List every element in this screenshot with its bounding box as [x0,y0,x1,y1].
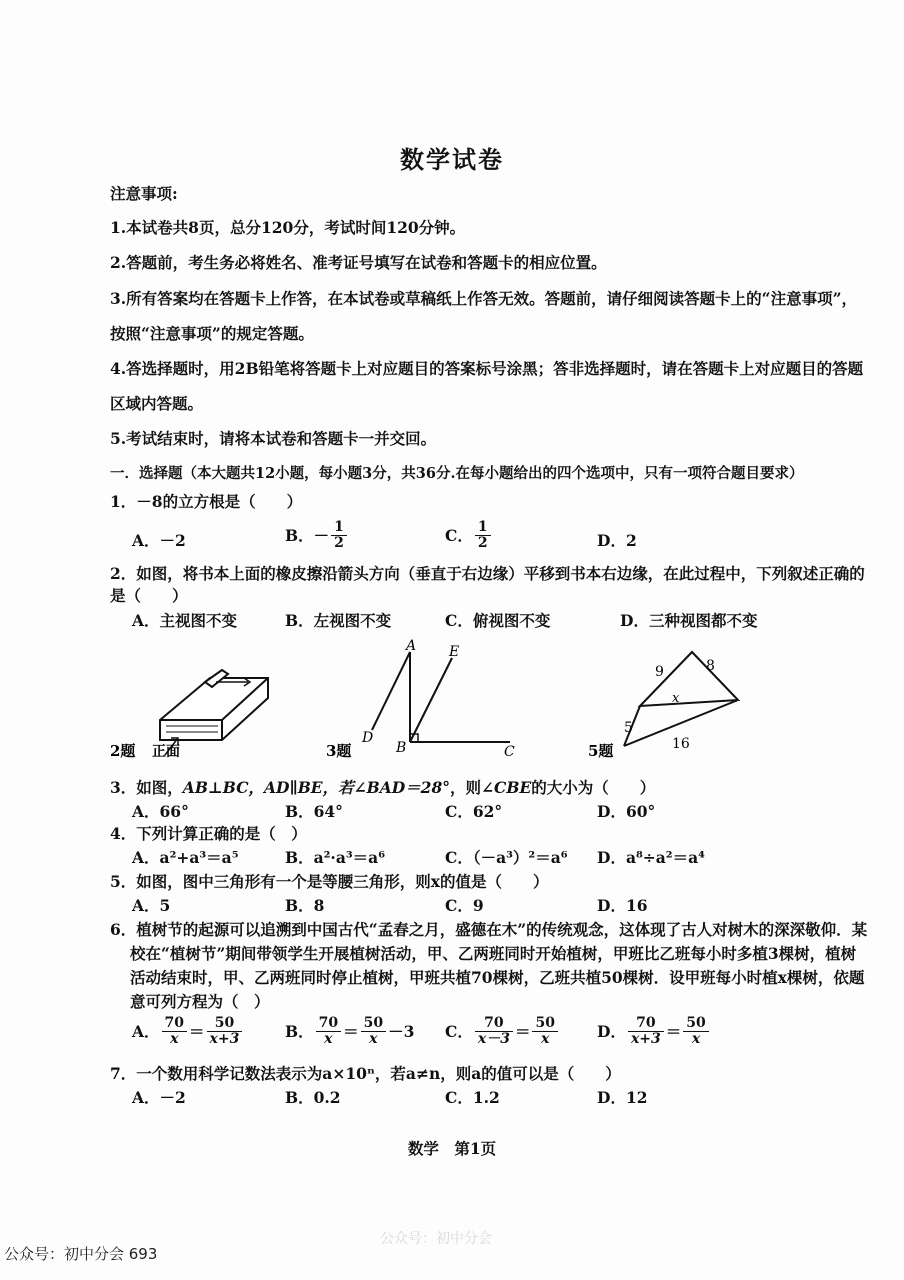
q3-option-c: C．62° [445,802,503,821]
fig3-point-c: C [504,744,515,760]
q6-stem-4: 意可列方程为（ ） [130,992,270,1011]
q2-option-c: C．俯视图不变 [445,611,551,630]
q2-option-d: D．三种视图都不变 [620,611,758,630]
notes-heading: 注意事项: [110,184,178,203]
fig2-book-figure [160,670,268,755]
fig3-point-a: A [406,638,417,654]
fig2-label: 2题 [110,742,136,760]
q6-stem-2: 校在“植树节”期间带领学生开展植树活动，甲、乙两班同时开始植树，甲班比乙班每小时多植3棵树，植树 [130,944,857,963]
q6-option-c: C． $\frac{70}{x-3}$ ＝ $\frac{50}{x}$ [445,1016,560,1046]
q4-option-c: C．（－a³）²＝a⁶ [445,848,568,867]
note-item-4: 4.答选择题时，用2B铅笔将答题卡上对应题目的答案标号涂黑；答非选择题时，请在答题卡上对应题目的答题 [110,359,864,378]
section-heading: 一．选择题（本大题共12小题，每小题3分，共36分.在每小题给出的四个选项中，只有一项符合题目要求） [110,465,804,482]
note-item-2: 2.答题前，考生务必将姓名、准考证号填写在试卷和答题卡的相应位置。 [110,253,607,272]
q5-option-a: A．5 [132,896,171,915]
fig5-side-16: 16 [672,736,690,752]
note-item-4-cont: 区域内答题。 [110,394,204,413]
q2-stem-2: 是（ ） [110,586,188,605]
page-footer: 数学 第1页 [407,1139,497,1158]
q3-stem: 3．如图，AB⊥BC，AD∥BE，若∠BAD＝28°，则∠CBE的大小为（ ） [110,778,656,797]
q7-option-c: C．1.2 [445,1088,500,1107]
watermark-left: 公众号：初中分会 693 [4,1245,158,1263]
q5-option-d: D．16 [597,896,648,915]
fig5-side-8: 8 [706,658,715,674]
q7-option-a: A．－2 [132,1088,186,1107]
q2-stem-1: 2．如图，将书本上面的橡皮擦沿箭头方向（垂直于右边缘）平移到书本右边缘，在此过程中，下列叙述正确的 [110,564,865,583]
q4-option-a: A．a²+a³＝a⁵ [132,848,239,867]
q4-stem: 4．下列计算正确的是（ ） [110,824,307,843]
q5-option-c: C．9 [445,896,484,915]
q6-option-a: A． $\frac{70}{x}$ ＝ $\frac{50}{x+3}$ [132,1016,244,1046]
q7-option-d: D．12 [597,1088,648,1107]
q3-option-d: D．60° [597,802,656,821]
fig5-label: 5题 [588,742,614,760]
q7-option-b: B．0.2 [285,1088,341,1107]
q2-option-b: B．左视图不变 [285,611,392,630]
note-item-5: 5.考试结束时，请将本试卷和答题卡一并交回。 [110,429,437,448]
fig3-point-b: B [396,740,407,756]
q1-option-b: B．－ $\frac{1}{2}$ [285,520,349,550]
q3-option-a: A．66° [132,802,189,821]
fig3-point-d: D [362,730,374,746]
fig5-triangle-figure [624,652,738,746]
page-title: 数学试卷 [400,145,504,174]
q5-option-b: B．8 [285,896,325,915]
q4-option-d: D．a⁸÷a²＝a⁴ [597,848,705,867]
q6-option-d: D． $\frac{70}{x+3}$ ＝ $\frac{50}{x}$ [597,1016,711,1046]
note-item-1: 1.本试卷共8页，总分120分，考试时间120分钟。 [110,218,466,237]
fig2-front-label: 正面 [152,744,180,760]
q1-option-a: A．－2 [132,531,186,550]
watermark-center: 公众号：初中分会 [380,1231,492,1247]
fig3-label: 3题 [326,742,352,760]
fig3-point-e: E [449,644,460,660]
fig5-side-x: x [672,691,680,706]
q7-stem: 7．一个数用科学记数法表示为a×10ⁿ，若a≠n，则a的值可以是（ ） [110,1064,621,1083]
fig3-angle-figure [372,652,510,742]
fig5-side-9: 9 [655,664,664,680]
q1-stem: 1．－8的立方根是（ ） [110,492,303,511]
figures-row [0,630,904,770]
q6-option-b: B． $\frac{70}{x}$ ＝ $\frac{50}{x}$ －3 [285,1015,415,1047]
note-item-3-cont: 按照“注意事项”的规定答题。 [110,324,314,343]
q1-option-c: C． $\frac{1}{2}$ [445,520,493,550]
fig5-side-5: 5 [624,720,633,736]
q4-option-b: B．a²·a³＝a⁶ [285,848,385,867]
q5-stem: 5．如图，图中三角形有一个是等腰三角形，则x的值是（ ） [110,872,549,891]
q6-stem-1: 6．植树节的起源可以追溯到中国古代“孟春之月，盛德在木”的传统观念，这体现了古人对树木的深深敬仰．某 [110,920,868,939]
q6-stem-3: 活动结束时，甲、乙两班同时停止植树，甲班共植70棵树，乙班共植50棵树．设甲班每小时植x棵树，依题 [130,968,865,987]
q1-option-d: D．2 [597,531,637,550]
q2-option-a: A．主视图不变 [132,611,238,630]
q3-option-b: B．64° [285,802,343,821]
note-item-3: 3.所有答案均在答题卡上作答，在本试卷或草稿纸上作答无效。答题前，请仔细阅读答题卡上的“注意事项”， [110,289,858,308]
